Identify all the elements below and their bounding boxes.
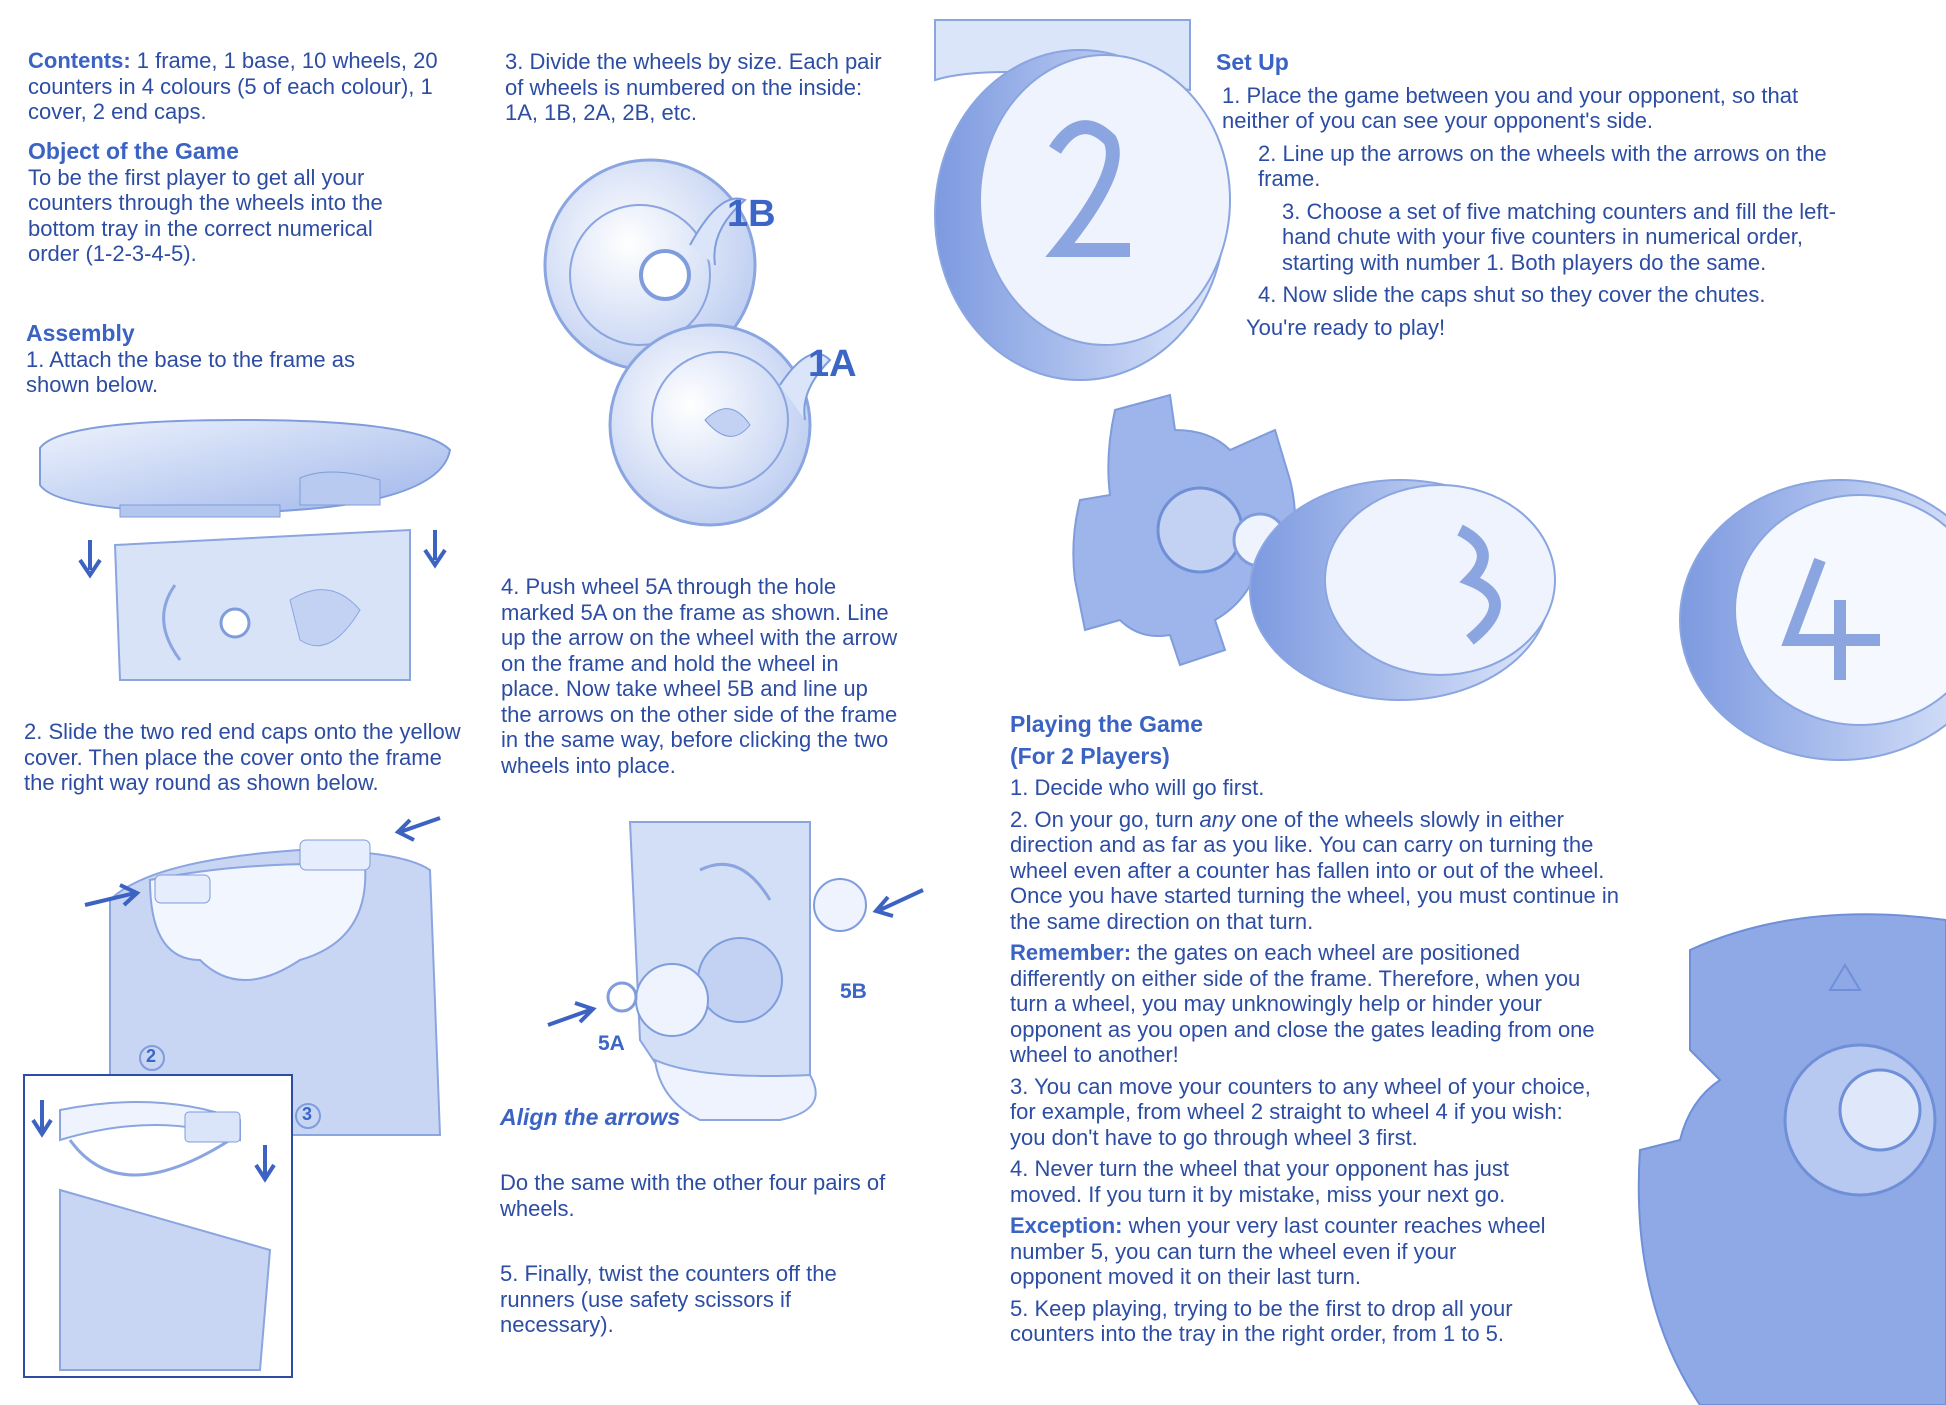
base-frame-illustration	[40, 420, 450, 680]
playing-exception	[1010, 1213, 1550, 1290]
counter-4-illustration	[1680, 480, 1946, 760]
playing-step-5: 5. Keep playing, trying to be the first to drop all your counters into the tray in the right order, from 1 to 5.	[1010, 1295, 1513, 1346]
step-5-twist: 5. Finally, twist the counters off the runners (use safety scissors if necessary).	[500, 1261, 837, 1337]
object-block	[28, 139, 428, 267]
object-text: To be the first player to get all your counters through the wheels into the bottom tray in the correct numerical order (1-2-3-4-5).	[28, 164, 383, 266]
assembly-step-2: 2. Slide the two red end caps onto the yellow cover. Then place the cover onto the frame the right way round as shown below.	[24, 719, 461, 795]
assembly-step-1: 1. Attach the base to the frame as shown below.	[26, 346, 355, 397]
wheel-label-1b: 1B	[727, 193, 776, 235]
counter-2-illustration	[935, 20, 1230, 380]
counter-3-illustration	[1250, 480, 1555, 700]
step-4-push: 4. Push wheel 5A through the hole marked 5A on the frame as shown. Line up the arrow on the wheel with the arrow on the frame and hold the wheel in place. Now take wheel 5B and line up the arrows on the other side of the frame in the same way, before clicking the two wheels into place.	[501, 574, 898, 778]
assembly-block	[26, 321, 416, 398]
exception-text: when your very last counter reaches wheel number 5, you can turn the wheel even if your opponent moved it on their last turn.	[1010, 1213, 1546, 1289]
playing-step-3: 3. You can move your counters to any wheel of your choice, for example, from wheel 2 straight to wheel 4 if you wish: you don't have to go through wheel 3 first.	[1010, 1073, 1591, 1150]
setup-step-1: 1. Place the game between you and your opponent, so that neither of you can see your opponent's side.	[1222, 82, 1799, 133]
setup-ready: You're ready to play!	[1246, 314, 1446, 340]
setup-heading: Set Up	[1216, 49, 1289, 75]
playing-step-2	[1010, 807, 1650, 935]
setup-step-2: 2. Line up the arrows on the wheels with the arrows on the frame.	[1258, 140, 1827, 191]
counter-number-4	[1840, 600, 1841, 601]
align-arrows-illustration	[608, 822, 866, 1120]
same-with-others: Do the same with the other four pairs of wheels.	[500, 1170, 886, 1221]
setup-block	[1216, 50, 1876, 340]
assembly-heading: Assembly	[26, 320, 135, 346]
wheel-mark-3: 3	[302, 1104, 313, 1124]
playing-heading: Playing the Game	[1010, 711, 1204, 737]
remember-text: the gates on each wheel are positioned differently on either side of the frame. Therefore, when you turn a wheel, you may unknowingly help or hinder your opponent as you open and close the gates leading from one wheel to another!	[1010, 940, 1595, 1067]
contents-label: Contents:	[28, 48, 131, 73]
playing-step-2-em: any	[1199, 806, 1236, 832]
remember-label: Remember:	[1010, 940, 1132, 965]
align-arrows-caption: Align the arrows	[500, 1104, 681, 1130]
playing-remember	[1010, 940, 1610, 1068]
contents-block	[28, 48, 448, 125]
setup-step-3: 3. Choose a set of five matching counters and fill the left-hand chute with your five counters in numerical order, starting with number 1. Both players do the same.	[1282, 198, 1836, 275]
wheel-mark-2: 2	[146, 1046, 157, 1066]
label-5b: 5B	[840, 980, 867, 1003]
playing-step-2-b: one of the wheels slowly in either direction and as far as you like. You can carry on turning the wheel even after a counter has fallen into or out of the wheel. Once you have started turning the wheel, you must continue in the same direction on that turn.	[1010, 806, 1620, 934]
counter-number-2	[1088, 145, 1089, 146]
playing-step-4: 4. Never turn the wheel that your opponent has just moved. If you turn it by mistake, miss your next go.	[1010, 1156, 1509, 1207]
playing-block	[1010, 712, 1650, 1347]
exception-label: Exception:	[1010, 1213, 1123, 1238]
playing-step-2-a: 2. On your go, turn	[1010, 806, 1200, 832]
counter-number-3	[1470, 560, 1471, 561]
wheel-1a-illustration	[610, 325, 830, 525]
contents-text: 1 frame, 1 base, 10 wheels, 20 counters in 4 colours (5 of each colour), 1 cover, 2 end caps.	[28, 48, 438, 124]
playing-step-1: 1. Decide who will go first.	[1010, 775, 1265, 800]
playing-subheading: (For 2 Players)	[1010, 742, 1170, 769]
object-heading: Object of the Game	[28, 138, 239, 164]
wheel-label-1a: 1A	[808, 343, 857, 385]
inset-cover-illustration	[24, 1075, 292, 1377]
label-5a: 5A	[598, 1032, 625, 1055]
setup-step-4: 4. Now slide the caps shut so they cover the chutes.	[1258, 282, 1766, 307]
wheel-large-illustration	[1639, 914, 1946, 1405]
step-3-divide: 3. Divide the wheels by size. Each pair of wheels is numbered on the inside: 1A, 1B, 2A, 2B, etc.	[505, 49, 882, 125]
